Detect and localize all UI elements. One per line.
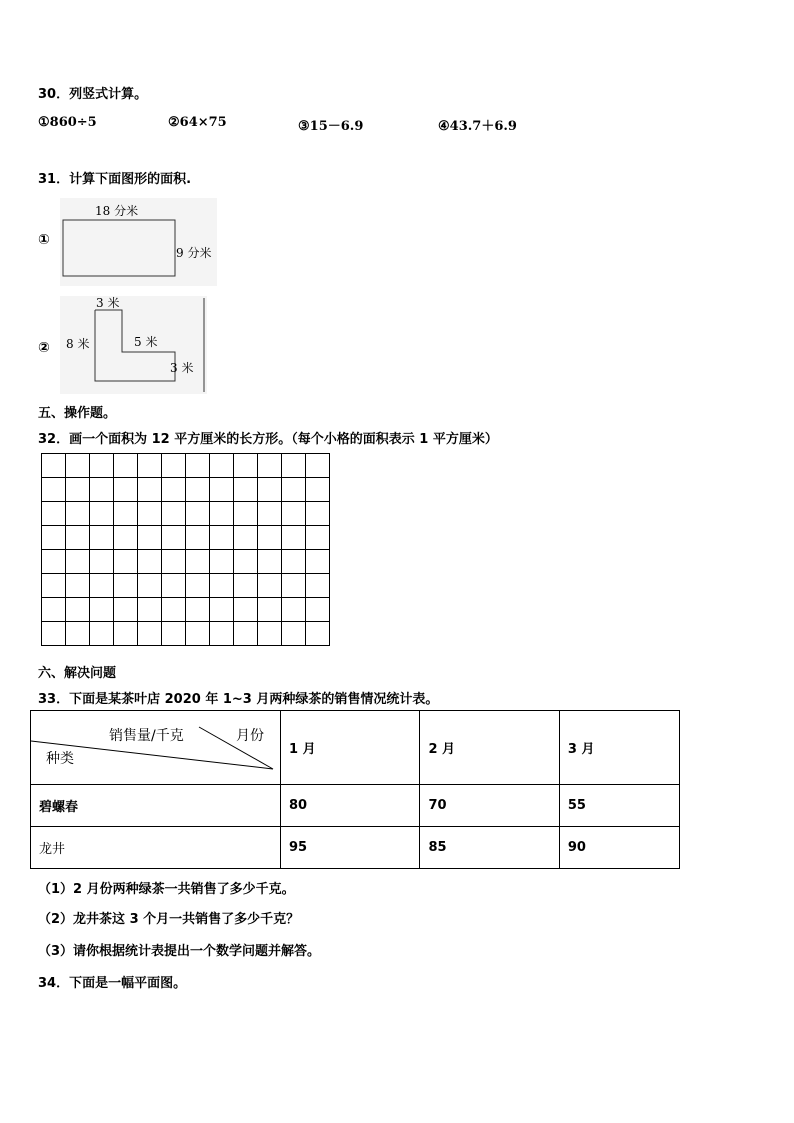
- grid-cell: [306, 502, 330, 526]
- grid-row: [42, 454, 330, 478]
- grid-cell: [90, 454, 114, 478]
- grid-cell: [258, 478, 282, 502]
- grid-cell: [138, 526, 162, 550]
- grid-cell: [114, 550, 138, 574]
- grid-row: [42, 574, 330, 598]
- grid-cell: [234, 526, 258, 550]
- grid-cell: [258, 574, 282, 598]
- grid-cell: [66, 478, 90, 502]
- figure-2-lshape: [60, 296, 207, 394]
- q33-sub-3: （3）请你根据统计表提出一个数学问题并解答。: [38, 944, 321, 959]
- grid-cell: [258, 526, 282, 550]
- figure-2-label-top: 3 米: [96, 296, 120, 310]
- table-header-row: [31, 711, 680, 785]
- grid-cell: [234, 478, 258, 502]
- q33-title: 33．下面是某茶叶店 2020 年 1~3 月两种绿茶的销售情况统计表。: [38, 692, 439, 707]
- grid-cell: [186, 502, 210, 526]
- q34-title: 34．下面是一幅平面图。: [38, 976, 187, 991]
- month-header: 3 月: [559, 711, 679, 785]
- figure-1-marker: ①: [38, 232, 50, 248]
- grid-cell: [90, 622, 114, 646]
- grid-cell: [234, 622, 258, 646]
- grid-cell: [210, 526, 234, 550]
- grid-cell: [210, 550, 234, 574]
- table-row: [31, 827, 680, 869]
- q30-item-1: ①860÷5: [38, 115, 97, 130]
- grid-cell: [90, 526, 114, 550]
- q30-item-4: ④43.7＋6.9: [438, 119, 517, 134]
- grid-row: [42, 502, 330, 526]
- q30-item-3: ③15－6.9: [298, 119, 364, 134]
- tea-name: 碧螺春: [31, 785, 281, 827]
- grid-cell: [234, 550, 258, 574]
- grid-cell: [210, 454, 234, 478]
- grid-cell: [186, 454, 210, 478]
- figure-2-label-left: 8 米: [66, 337, 90, 351]
- grid-cell: [162, 574, 186, 598]
- header-sales-label: 销售量/千克: [109, 728, 184, 744]
- table-row: [31, 785, 680, 827]
- rectangle-figure: [60, 198, 217, 286]
- q31-title: 31．计算下面图形的面积.: [38, 172, 192, 187]
- grid-cell: [234, 574, 258, 598]
- sales-table: [30, 710, 680, 869]
- grid-cell: [42, 454, 66, 478]
- grid-cell: [282, 550, 306, 574]
- header-kind-label: 种类: [46, 751, 74, 767]
- figure-1-rectangle: [60, 198, 217, 286]
- grid-cell: [282, 454, 306, 478]
- grid-cell: [114, 574, 138, 598]
- grid-cell: [234, 502, 258, 526]
- grid-cell: [210, 502, 234, 526]
- grid-cell: [90, 502, 114, 526]
- grid-cell: [186, 550, 210, 574]
- grid-cell: [114, 454, 138, 478]
- grid-cell: [282, 574, 306, 598]
- grid-row: [42, 598, 330, 622]
- grid-cell: [162, 622, 186, 646]
- sales-value: 55: [559, 785, 679, 827]
- grid-cell: [42, 526, 66, 550]
- grid-cell: [138, 598, 162, 622]
- grid-cell: [138, 550, 162, 574]
- grid-cell: [114, 622, 138, 646]
- grid-row: [42, 526, 330, 550]
- grid-cell: [186, 478, 210, 502]
- grid-cell: [42, 598, 66, 622]
- sales-value: 90: [559, 827, 679, 869]
- sales-value: 95: [281, 827, 420, 869]
- grid-cell: [138, 622, 162, 646]
- tea-name: 龙井: [31, 827, 281, 869]
- sales-value: 70: [420, 785, 559, 827]
- grid-cell: [90, 478, 114, 502]
- grid-cell: [66, 550, 90, 574]
- q30-title: 30．列竖式计算。: [38, 87, 148, 102]
- grid-cell: [42, 502, 66, 526]
- grid-cell: [114, 502, 138, 526]
- grid-cell: [162, 478, 186, 502]
- month-header: 2 月: [420, 711, 559, 785]
- q30-item-2: ②64×75: [168, 115, 227, 130]
- grid-cell: [66, 574, 90, 598]
- grid-cell: [186, 526, 210, 550]
- grid-cell: [162, 598, 186, 622]
- grid-cell: [114, 526, 138, 550]
- grid-cell: [282, 622, 306, 646]
- diagonal-header: [31, 711, 280, 784]
- grid-cell: [306, 454, 330, 478]
- grid-cell: [258, 502, 282, 526]
- grid-cell: [282, 478, 306, 502]
- grid-cell: [90, 550, 114, 574]
- grid-cell: [162, 502, 186, 526]
- figure-2-marker: ②: [38, 340, 50, 356]
- grid-cell: [186, 574, 210, 598]
- q33-sub-2: （2）龙井茶这 3 个月一共销售了多少千克？: [38, 912, 300, 927]
- grid-cell: [258, 598, 282, 622]
- grid-cell: [258, 550, 282, 574]
- grid-cell: [282, 502, 306, 526]
- grid-cell: [282, 598, 306, 622]
- grid-cell: [162, 526, 186, 550]
- grid-cell: [114, 478, 138, 502]
- figure-1-top-label: 18 分米: [95, 204, 139, 218]
- grid-cell: [90, 574, 114, 598]
- diagonal-header-cell: [31, 711, 281, 785]
- grid-cell: [258, 622, 282, 646]
- month-header: 1 月: [281, 711, 420, 785]
- grid-cell: [42, 478, 66, 502]
- square-grid: [41, 453, 330, 646]
- grid-cell: [306, 550, 330, 574]
- l-shape-figure: [60, 296, 207, 394]
- grid-cell: [66, 502, 90, 526]
- grid-cell: [210, 622, 234, 646]
- grid-cell: [210, 598, 234, 622]
- grid-cell: [234, 598, 258, 622]
- grid-cell: [258, 454, 282, 478]
- grid-cell: [210, 574, 234, 598]
- q33-sub-1: （1）2 月份两种绿茶一共销售了多少千克。: [38, 882, 295, 897]
- grid-cell: [66, 454, 90, 478]
- grid-table: [41, 453, 330, 646]
- grid-cell: [306, 598, 330, 622]
- grid-cell: [306, 622, 330, 646]
- grid-cell: [138, 574, 162, 598]
- grid-cell: [138, 478, 162, 502]
- grid-cell: [210, 478, 234, 502]
- grid-cell: [138, 502, 162, 526]
- sales-value: 80: [281, 785, 420, 827]
- grid-cell: [306, 478, 330, 502]
- grid-cell: [114, 598, 138, 622]
- grid-cell: [42, 550, 66, 574]
- grid-cell: [66, 526, 90, 550]
- grid-cell: [90, 598, 114, 622]
- grid-cell: [66, 598, 90, 622]
- grid-row: [42, 550, 330, 574]
- sales-value: 85: [420, 827, 559, 869]
- grid-cell: [306, 526, 330, 550]
- grid-cell: [234, 454, 258, 478]
- grid-cell: [138, 454, 162, 478]
- grid-cell: [162, 550, 186, 574]
- grid-cell: [186, 598, 210, 622]
- header-month-label: 月份: [236, 728, 264, 744]
- section-6-heading: 六、解决问题: [38, 666, 117, 681]
- grid-cell: [42, 574, 66, 598]
- figure-2-label-mid: 5 米: [134, 335, 158, 349]
- q32-title: 32．画一个面积为 12 平方厘米的长方形。（每个小格的面积表示 1 平方厘米）: [38, 432, 498, 447]
- grid-cell: [306, 574, 330, 598]
- figure-2-label-right: 3 米: [170, 361, 194, 375]
- grid-row: [42, 478, 330, 502]
- section-5-heading: 五、操作题。: [38, 406, 117, 421]
- figure-1-right-label: 9 分米: [176, 246, 212, 260]
- grid-cell: [42, 622, 66, 646]
- grid-cell: [162, 454, 186, 478]
- grid-row: [42, 622, 330, 646]
- sales-table-wrapper: [30, 710, 680, 869]
- grid-cell: [66, 622, 90, 646]
- grid-cell: [282, 526, 306, 550]
- grid-cell: [186, 622, 210, 646]
